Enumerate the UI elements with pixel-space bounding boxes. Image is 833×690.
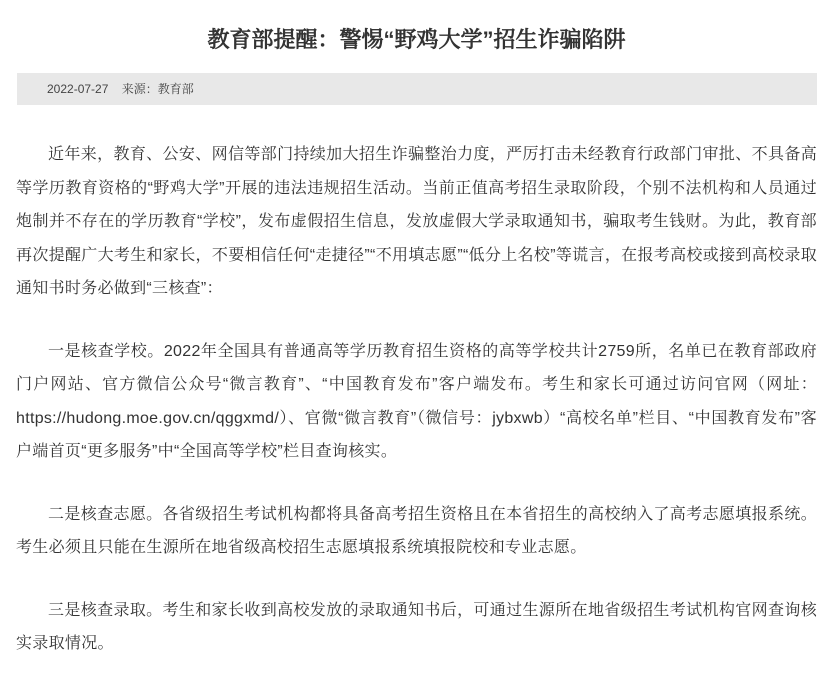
paragraph-check-application: 二是核查志愿。各省级招生考试机构都将具备高考招生资格且在本省招生的高校纳入了高考志愿填报系统。考生必须且只能在生源所在地省级高校招生志愿填报系统填报院校和专业志愿。: [16, 505, 817, 556]
article-source: 来源：教育部: [121, 82, 194, 96]
paragraph-check-admission: 三是核查录取。考生和家长收到高校发放的录取通知书后，可通过生源所在地省级招生考试机构官网查询核实录取情况。: [16, 601, 817, 652]
paragraph-intro: 近年来，教育、公安、网信等部门持续加大招生诈骗整治力度，严厉打击未经教育行政部门审批、不具备高等学历教育资格的“野鸡大学”开展的违法违规招生活动。当前正值高考招生录取阶段，个别不法机构和人员通过炮制并不存在的学历教育“学校”，发布虚假招生信息，发放虚假大学录取通知书，骗取考生钱财。为此，教育部再次提醒广大考生和家长，不要相信任何“走捷径”“不用填志愿”“低分上名校”等谎言，在报考高校或接到高校录取通知书时务必做到“三核查”：: [16, 146, 817, 297]
article-title: 教育部提醒：警惕“野鸡大学”招生诈骗陷阱: [207, 27, 626, 52]
article-body: [16, 138, 817, 690]
paragraph-check-school: 一是核查学校。2022年全国具有普通高等学历教育招生资格的高等学校共计2759所，名单已在教育部政府门户网站、官方微信公众号“微言教育”、“中国教育发布”客户端发布。考生和家长可通过访问官网（网址：https://hudong.moe.gov.cn/qggxmd/）、官微“微言教育”（微信号：jybxwb）“高校名单”栏目、“中国教育发布”客户端首页“更多服务”中“全国高等学校”栏目查询核实。: [16, 342, 817, 460]
article-meta-bar: [17, 73, 817, 105]
publish-date: 2022-07-27: [47, 82, 109, 96]
